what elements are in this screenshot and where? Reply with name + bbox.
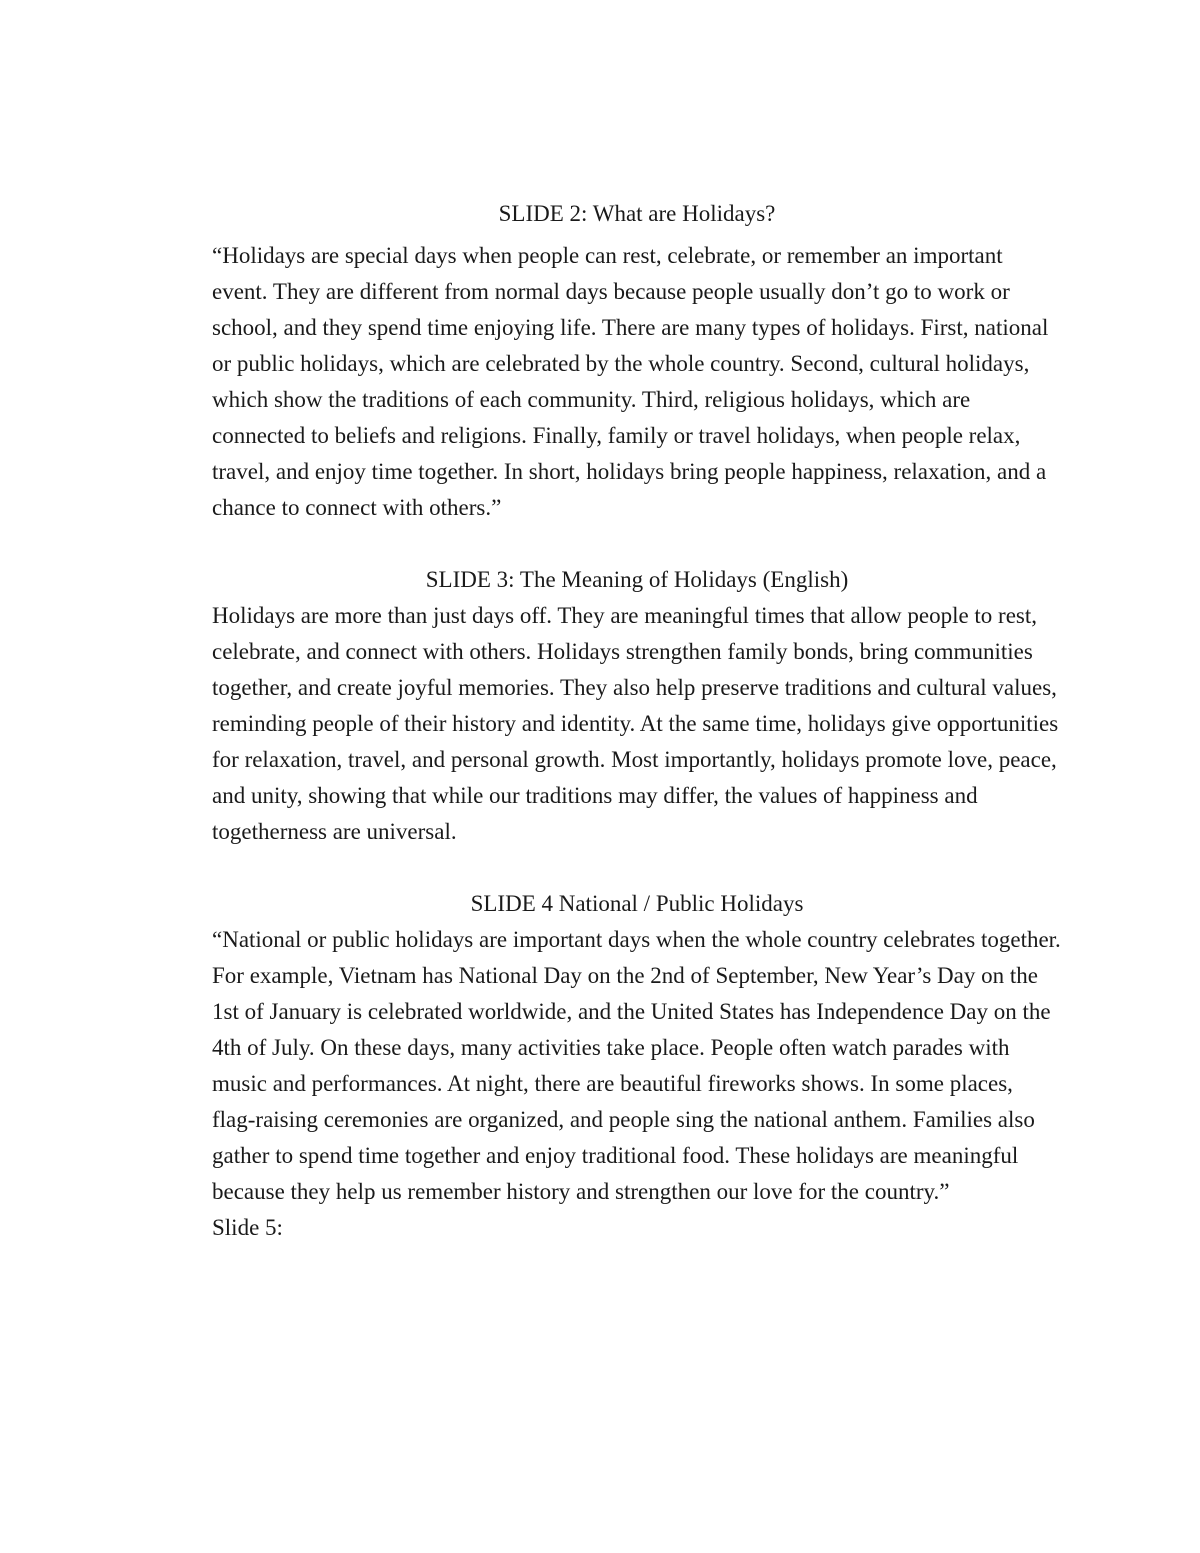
slide-4-body: “National or public holidays are important days when the whole country celebrates together. For example, Vietnam has National Day on the 2nd of September, New Year’s Day on the 1st of January is celebrated worldwide, and the United States has Independence Day on the 4th of July. On these days, many activities take place. People often watch parades with music and performances. At night, there are beautiful fireworks shows. In some places, flag-raising ceremonies are organized, and people sing the national anthem. Families also gather to spend time together and enjoy traditional food. These holidays are meaningful because they help us remember history and strengthen our love for the country.” xyxy=(212,927,1061,1204)
slide-4-heading: SLIDE 4 National / Public Holidays xyxy=(470,891,804,916)
slide-3-heading: SLIDE 3: The Meaning of Holidays (English) xyxy=(425,567,849,592)
slide-3-body: Holidays are more than just days off. They are meaningful times that allow people to rest, celebrate, and connect with others. Holidays strengthen family bonds, bring communities together, and create joyful memories. They also help preserve traditions and cultural values, reminding people of their history and identity. At the same time, holidays give opportunities for relaxation, travel, and personal growth. Most importantly, holidays promote love, peace, and unity, showing that while our traditions may differ, the values of happiness and togetherness are universal. xyxy=(212,603,1059,844)
document-page xyxy=(212,196,1062,1246)
slide-2-body: “Holidays are special days when people can rest, celebrate, or remember an important event. They are different from normal days because people usually don’t go to work or school, and they spend time enjoying life. There are many types of holidays. First, national or public holidays, which are celebrated by the whole country. Second, cultural holidays, which show the traditions of each community. Third, religious holidays, which are connected to beliefs and religions. Finally, family or travel holidays, when people relax, travel, and enjoy time together. In short, holidays bring people happiness, relaxation, and a chance to connect with others.” xyxy=(212,243,1049,520)
slide-5-label: Slide 5: xyxy=(212,1215,283,1240)
spacer xyxy=(212,850,1062,886)
slide-2-heading: SLIDE 2: What are Holidays? xyxy=(498,201,776,226)
spacer xyxy=(212,526,1062,562)
